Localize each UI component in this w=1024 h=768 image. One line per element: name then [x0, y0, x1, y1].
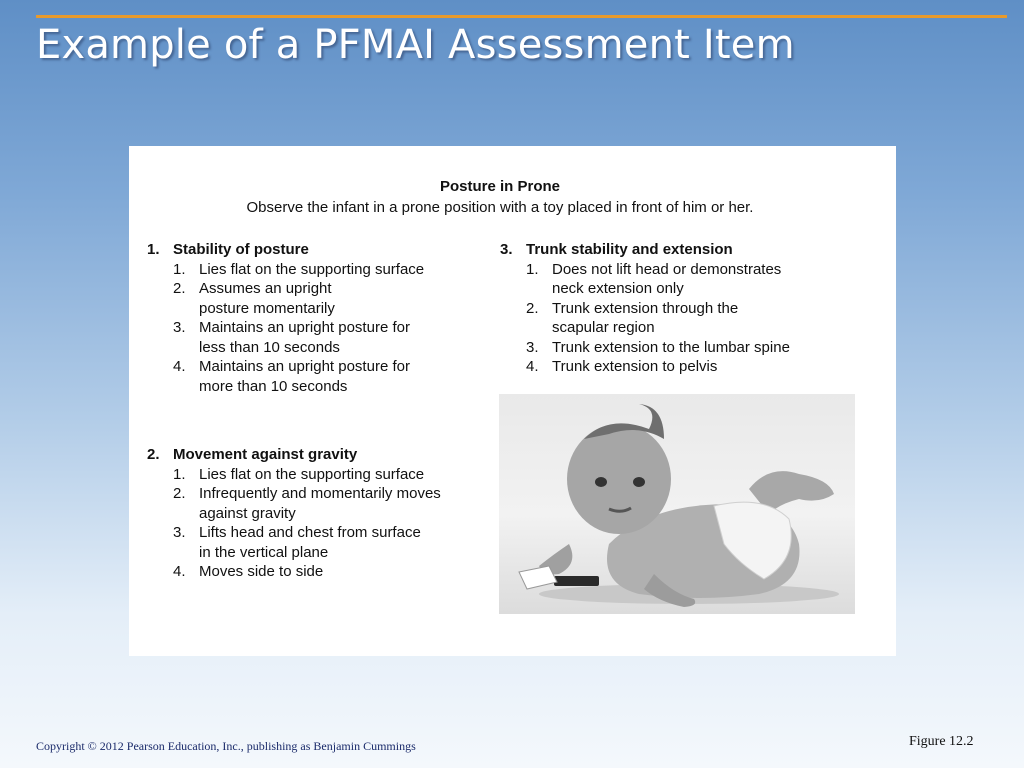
criteria-number: 2.: [173, 280, 186, 297]
section-title: [147, 240, 424, 260]
criteria-number: 1.: [173, 465, 186, 483]
criteria-item: [500, 260, 790, 299]
infant-prone-photo: [499, 394, 855, 614]
infant-illustration: [499, 394, 855, 614]
title-accent-line: [36, 15, 1007, 18]
criteria-item: [147, 357, 424, 396]
criteria-text-line: against gravity: [199, 504, 296, 522]
criteria-item: [500, 299, 790, 338]
criteria-text-line: Trunk extension through the: [552, 299, 739, 317]
criteria-number: 4.: [173, 358, 186, 375]
criteria-number: 2.: [173, 485, 186, 502]
section-trunk-stability-extension: [500, 240, 790, 377]
criteria-number: 3.: [173, 319, 186, 336]
section-number: 2.: [147, 446, 160, 463]
figure-instruction: Observe the infant in a prone position with a toy placed in front of him or her.: [246, 199, 754, 216]
criteria-number: 1.: [526, 260, 539, 278]
criteria-item: [147, 279, 424, 318]
criteria-number: 4.: [173, 563, 186, 580]
criteria-text-line: Moves side to side: [199, 563, 324, 580]
figure-heading-text: Posture in Prone: [439, 178, 561, 195]
criteria-text-line: Maintains an upright posture for: [199, 358, 410, 375]
criteria-item: [147, 484, 441, 523]
section-title: [147, 445, 441, 465]
criteria-text-line: neck extension only: [552, 280, 684, 297]
section-number: 1.: [147, 241, 160, 258]
criteria-number: 3.: [173, 524, 186, 541]
criteria-text-line: Trunk extension to the lumbar spine: [552, 338, 790, 356]
criteria-text-line: less than 10 seconds: [199, 338, 340, 356]
criteria-text-line: posture momentarily: [199, 299, 335, 317]
criteria-text-line: Assumes an upright: [199, 280, 332, 297]
criteria-text-line: scapular region: [552, 319, 655, 336]
criteria-text-line: Infrequently and momentarily moves: [199, 485, 441, 502]
criteria-item: [147, 562, 441, 582]
criteria-item: [147, 523, 441, 562]
criteria-text-line: Maintains an upright posture for: [199, 319, 410, 336]
section-stability-of-posture: [147, 240, 424, 396]
assessment-figure: [129, 146, 896, 656]
criteria-item: [147, 318, 424, 357]
criteria-text-line: in the vertical plane: [199, 543, 329, 561]
slide-title: Example of a PFMAI Assessment Item: [36, 22, 795, 68]
criteria-number: 3.: [526, 338, 539, 356]
criteria-number: 4.: [526, 358, 539, 375]
section-title-text: Trunk stability and extension: [526, 241, 733, 258]
criteria-item: [500, 357, 790, 377]
copyright-notice: Copyright © 2012 Pearson Education, Inc., publishing as Benjamin Cummings: [36, 739, 416, 753]
figure-label: Figure 12.2: [909, 734, 974, 749]
criteria-text-line: Lies flat on the supporting surface: [199, 260, 425, 278]
section-title-text: Stability of posture: [173, 241, 309, 258]
criteria-text-line: Does not lift head or demonstrates: [552, 260, 782, 278]
section-movement-against-gravity: [147, 445, 441, 582]
criteria-text-line: Lifts head and chest from surface: [199, 524, 421, 541]
criteria-item: [500, 338, 790, 358]
criteria-text-line: Trunk extension to pelvis: [552, 358, 718, 375]
figure-heading: [129, 178, 871, 195]
section-title: [500, 240, 790, 260]
criteria-text-line: Lies flat on the supporting surface: [199, 465, 425, 483]
section-title-text: Movement against gravity: [173, 446, 358, 463]
section-number: 3.: [500, 241, 513, 258]
criteria-number: 2.: [526, 299, 539, 317]
criteria-number: 1.: [173, 260, 186, 278]
criteria-item: [147, 465, 441, 485]
criteria-item: [147, 260, 424, 280]
criteria-text-line: more than 10 seconds: [199, 377, 348, 395]
